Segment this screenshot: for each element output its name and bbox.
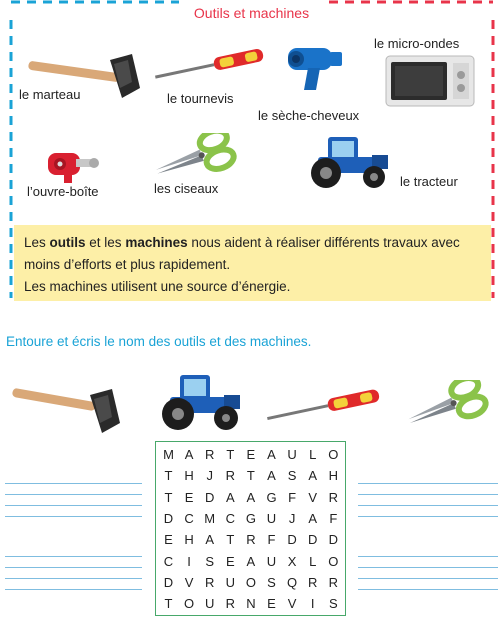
word-search-letter[interactable]: V — [184, 574, 194, 590]
word-search-letter[interactable]: U — [287, 447, 297, 462]
item-label-tractor: le tracteur — [400, 174, 458, 189]
word-search-letter[interactable]: C — [163, 553, 174, 569]
word-search-letter[interactable]: A — [184, 447, 194, 462]
word-search-letter[interactable]: S — [287, 468, 297, 484]
item-label-scissors: les ciseaux — [154, 181, 219, 196]
word-search-letter[interactable]: U — [225, 574, 235, 590]
word-search-letter[interactable]: G — [266, 489, 277, 505]
exercise-instruction: Entoure et écris le nom des outils et des machines. — [6, 334, 312, 349]
word-search-letter[interactable]: T — [246, 468, 255, 484]
word-search-letter[interactable]: R — [246, 532, 256, 548]
word-search-letter[interactable]: C — [225, 510, 235, 526]
word-search-letter[interactable]: N — [246, 596, 256, 612]
word-search-letter[interactable]: J — [206, 468, 213, 484]
word-search-letter[interactable]: H — [184, 468, 194, 484]
keyword-outils: outils — [49, 235, 86, 250]
item-label-hammer: le marteau — [19, 87, 81, 102]
item-label-can-opener: l’ouvre-boîte — [27, 184, 99, 199]
word-search-letter[interactable]: C — [184, 510, 194, 526]
word-search-letter[interactable]: O — [184, 596, 195, 612]
word-search-letter[interactable]: I — [187, 553, 191, 569]
word-search-letter[interactable]: O — [328, 447, 339, 462]
word-search-letter[interactable]: F — [329, 510, 338, 526]
word-search-letter[interactable]: A — [225, 489, 235, 505]
word-search-letter[interactable]: S — [267, 574, 276, 590]
word-search-letter[interactable]: L — [309, 553, 317, 569]
hammer-icon — [12, 383, 124, 442]
word-search-letter[interactable]: V — [308, 489, 318, 505]
can-opener-icon — [44, 143, 104, 190]
page-title: Outils et machines — [193, 5, 310, 21]
word-search-letter[interactable]: A — [267, 447, 276, 462]
word-search-letter[interactable]: L — [309, 447, 317, 462]
screwdriver-icon — [262, 388, 386, 429]
word-search-letter[interactable]: D — [204, 489, 215, 505]
hair-dryer-icon — [286, 40, 346, 97]
word-search-letter[interactable]: M — [204, 510, 216, 526]
section-divider — [0, 316, 503, 334]
tractor-icon — [156, 371, 246, 438]
word-search-letter[interactable]: D — [163, 510, 174, 526]
word-search-letter[interactable]: U — [204, 596, 215, 612]
word-search-grid[interactable] — [155, 441, 346, 616]
word-search-letter[interactable]: U — [266, 553, 277, 569]
word-search-letter[interactable]: T — [226, 532, 235, 548]
item-label-hair-dryer: le sèche-cheveux — [258, 108, 360, 123]
writing-lines-right-bottom[interactable] — [358, 556, 498, 590]
word-search-letter[interactable]: E — [164, 532, 173, 548]
word-search-letter[interactable]: A — [308, 510, 318, 526]
info-line-2: Les machines utilisent une source d’énergie. — [24, 279, 291, 294]
word-search-letter[interactable]: J — [288, 510, 296, 526]
word-search-letter[interactable]: A — [246, 489, 256, 505]
word-search-letter[interactable]: O — [328, 553, 339, 569]
word-search-letter[interactable]: X — [287, 553, 297, 569]
scissors-icon — [402, 380, 497, 435]
word-search-letter[interactable]: R — [328, 489, 338, 505]
word-search-row — [156, 465, 345, 486]
word-search-row — [156, 508, 345, 529]
word-search-letter[interactable]: S — [328, 596, 338, 612]
word-search-letter[interactable]: R — [225, 596, 235, 612]
word-search-letter[interactable]: R — [307, 574, 318, 590]
word-search-letter[interactable]: T — [226, 447, 235, 462]
word-search-letter[interactable]: F — [288, 489, 297, 505]
word-search-letter[interactable]: M — [163, 447, 174, 462]
word-search-letter[interactable]: H — [328, 468, 338, 484]
word-search-letter[interactable]: F — [267, 532, 276, 548]
word-search-row — [156, 593, 345, 614]
word-search-letter[interactable]: S — [205, 553, 215, 569]
info-box — [14, 225, 491, 301]
word-search-row — [156, 529, 345, 550]
word-search-letter[interactable]: D — [328, 532, 338, 548]
tractor-icon — [304, 133, 394, 196]
writing-lines-left-bottom[interactable] — [5, 556, 142, 590]
word-search-letter[interactable]: R — [204, 574, 215, 590]
word-search-letter[interactable]: E — [267, 596, 276, 612]
word-search-letter[interactable]: R — [328, 574, 338, 590]
word-search-letter[interactable]: H — [184, 532, 194, 548]
word-search-letter[interactable]: D — [163, 574, 174, 590]
word-search-letter[interactable]: E — [246, 447, 256, 462]
word-search-row — [156, 444, 345, 465]
word-search-letter[interactable]: A — [267, 468, 276, 484]
word-search-letter[interactable]: V — [287, 596, 297, 612]
word-search-letter[interactable]: E — [184, 489, 194, 505]
writing-lines-left-top[interactable] — [5, 483, 142, 517]
word-search-row — [156, 487, 345, 508]
word-search-letter[interactable]: T — [164, 596, 173, 612]
word-search-letter[interactable]: U — [266, 510, 277, 526]
word-search-letter[interactable]: A — [308, 468, 318, 484]
word-search-letter[interactable]: T — [164, 489, 173, 505]
microwave-icon — [385, 55, 475, 112]
word-search-letter[interactable]: I — [310, 596, 315, 612]
word-search-letter[interactable]: D — [287, 532, 297, 548]
item-label-screwdriver: le tournevis — [167, 91, 234, 106]
word-search-letter[interactable]: R — [204, 447, 215, 462]
writing-lines-right-top[interactable] — [358, 483, 498, 517]
word-search-letter[interactable]: T — [164, 468, 173, 484]
word-search-letter[interactable]: R — [225, 468, 235, 484]
scissors-icon — [150, 133, 245, 186]
word-search-letter[interactable]: D — [307, 532, 318, 548]
info-line-1: Les outils et les machines nous aident à réaliser différents travaux avec moins d’efforts et plus rapidement. — [24, 235, 460, 272]
keyword-machines: machines — [125, 235, 188, 250]
word-search-row — [156, 551, 345, 572]
screwdriver-icon — [150, 48, 270, 87]
word-search-letter[interactable]: E — [225, 553, 235, 569]
word-search-letter[interactable]: A — [205, 532, 215, 548]
word-search-letter[interactable]: Q — [287, 574, 298, 590]
word-search-letter[interactable]: A — [246, 553, 256, 569]
word-search-row — [156, 572, 345, 593]
item-label-microwave: le micro-ondes — [374, 36, 460, 51]
word-search-letter[interactable]: G — [245, 510, 256, 526]
word-search-letter[interactable]: O — [245, 574, 256, 590]
